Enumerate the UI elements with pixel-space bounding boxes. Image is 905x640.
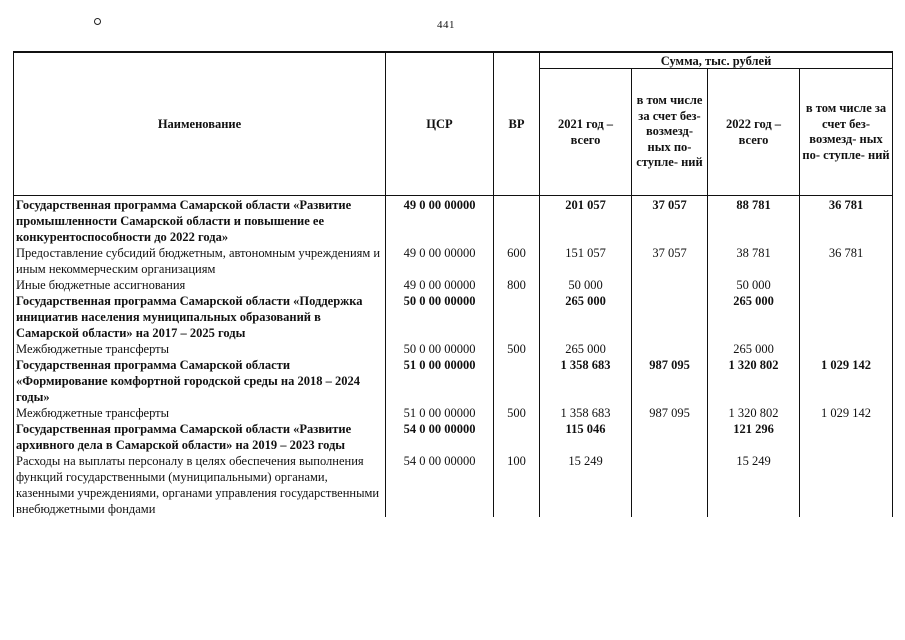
table-row: [14, 277, 893, 293]
row-name: Государственная программа Самарской области «Развитие архивного дела в Самарской области» на 2019 – 2023 годы: [14, 421, 386, 453]
row-2022-total: 265 000: [708, 341, 800, 357]
row-2021-total: 201 057: [540, 196, 632, 246]
page-number: 441: [437, 19, 455, 31]
row-2022-total: 38 781: [708, 245, 800, 277]
row-name: Государственная программа Самарской области «Формирование комфортной городской среды на 2018 – 2024 годы»: [14, 357, 386, 405]
table-row: [14, 357, 893, 405]
row-csr: 49 0 00 00000: [386, 245, 494, 277]
table-row: [14, 453, 893, 517]
row-name: Государственная программа Самарской области «Поддержка инициатив населения муниципальных образований в Самарской области» на 2017 – 2025 годы: [14, 293, 386, 341]
row-vr: 500: [494, 341, 540, 357]
row-csr: 49 0 00 00000: [386, 277, 494, 293]
header-vr: ВР: [494, 52, 540, 196]
row-2021-total: 151 057: [540, 245, 632, 277]
row-2022-free: 1 029 142: [800, 405, 893, 421]
row-2022-free: 36 781: [800, 245, 893, 277]
row-2022-total: 121 296: [708, 421, 800, 453]
row-csr: 54 0 00 00000: [386, 421, 494, 453]
header-sum: Сумма, тыс. рублей: [540, 52, 893, 69]
table-row: [14, 341, 893, 357]
header-name: Наименование: [14, 52, 386, 196]
header-2021-total: 2021 год – всего: [540, 69, 632, 196]
row-2021-free: 987 095: [632, 357, 708, 405]
row-2021-free: [632, 277, 708, 293]
row-vr: 500: [494, 405, 540, 421]
row-2021-free: [632, 421, 708, 453]
row-2021-free: 37 057: [632, 196, 708, 246]
row-2021-total: 50 000: [540, 277, 632, 293]
row-csr: 50 0 00 00000: [386, 341, 494, 357]
row-vr: 800: [494, 277, 540, 293]
row-name: Государственная программа Самарской области «Развитие промышленности Самарской области и повышение ее конкурентоспособности до 2022 года»: [14, 196, 386, 246]
row-2022-free: [800, 341, 893, 357]
table-row: [14, 293, 893, 341]
row-2021-free: 37 057: [632, 245, 708, 277]
row-csr: 51 0 00 00000: [386, 405, 494, 421]
row-2022-total: 88 781: [708, 196, 800, 246]
row-2021-total: 1 358 683: [540, 405, 632, 421]
header-2021-free: в том числе за счет без- возмезд- ных по- ступле- ний: [632, 69, 708, 196]
row-name: Предоставление субсидий бюджетным, автономным учреждениям и иным некоммерческим организациям: [14, 245, 386, 277]
row-2022-total: 265 000: [708, 293, 800, 341]
row-2021-free: [632, 293, 708, 341]
header-csr: ЦСР: [386, 52, 494, 196]
row-vr: [494, 357, 540, 405]
table-row: [14, 196, 893, 246]
row-name: Межбюджетные трансферты: [14, 405, 386, 421]
row-vr: [494, 293, 540, 341]
row-2022-free: 36 781: [800, 196, 893, 246]
row-csr: 50 0 00 00000: [386, 293, 494, 341]
row-2021-free: 987 095: [632, 405, 708, 421]
row-2022-total: 15 249: [708, 453, 800, 517]
row-2022-free: [800, 277, 893, 293]
row-csr: 54 0 00 00000: [386, 453, 494, 517]
row-vr: 600: [494, 245, 540, 277]
row-2021-free: [632, 341, 708, 357]
row-2021-free: [632, 453, 708, 517]
row-2021-total: 1 358 683: [540, 357, 632, 405]
table-row: [14, 421, 893, 453]
row-vr: [494, 421, 540, 453]
row-vr: 100: [494, 453, 540, 517]
row-2022-total: 50 000: [708, 277, 800, 293]
scan-mark: [94, 18, 101, 25]
row-name: Расходы на выплаты персоналу в целях обеспечения выполнения функций государственными (муниципальными) органами, казенными учреждениями, органами управления государственными внебюджетными фондами: [14, 453, 386, 517]
row-2021-total: 15 249: [540, 453, 632, 517]
row-2022-free: [800, 453, 893, 517]
row-2022-free: [800, 293, 893, 341]
row-2022-free: 1 029 142: [800, 357, 893, 405]
row-name: Иные бюджетные ассигнования: [14, 277, 386, 293]
row-2021-total: 265 000: [540, 293, 632, 341]
table-row: [14, 245, 893, 277]
row-csr: 49 0 00 00000: [386, 196, 494, 246]
row-name: Межбюджетные трансферты: [14, 341, 386, 357]
row-2021-total: 265 000: [540, 341, 632, 357]
budget-table: [13, 51, 893, 517]
row-2022-free: [800, 421, 893, 453]
header-2022-total: 2022 год – всего: [708, 69, 800, 196]
row-2022-total: 1 320 802: [708, 357, 800, 405]
row-csr: 51 0 00 00000: [386, 357, 494, 405]
header-2022-free: в том числе за счет без- возмезд- ных по- ступле- ний: [800, 69, 893, 196]
row-vr: [494, 196, 540, 246]
row-2021-total: 115 046: [540, 421, 632, 453]
table-row: [14, 405, 893, 421]
row-2022-total: 1 320 802: [708, 405, 800, 421]
